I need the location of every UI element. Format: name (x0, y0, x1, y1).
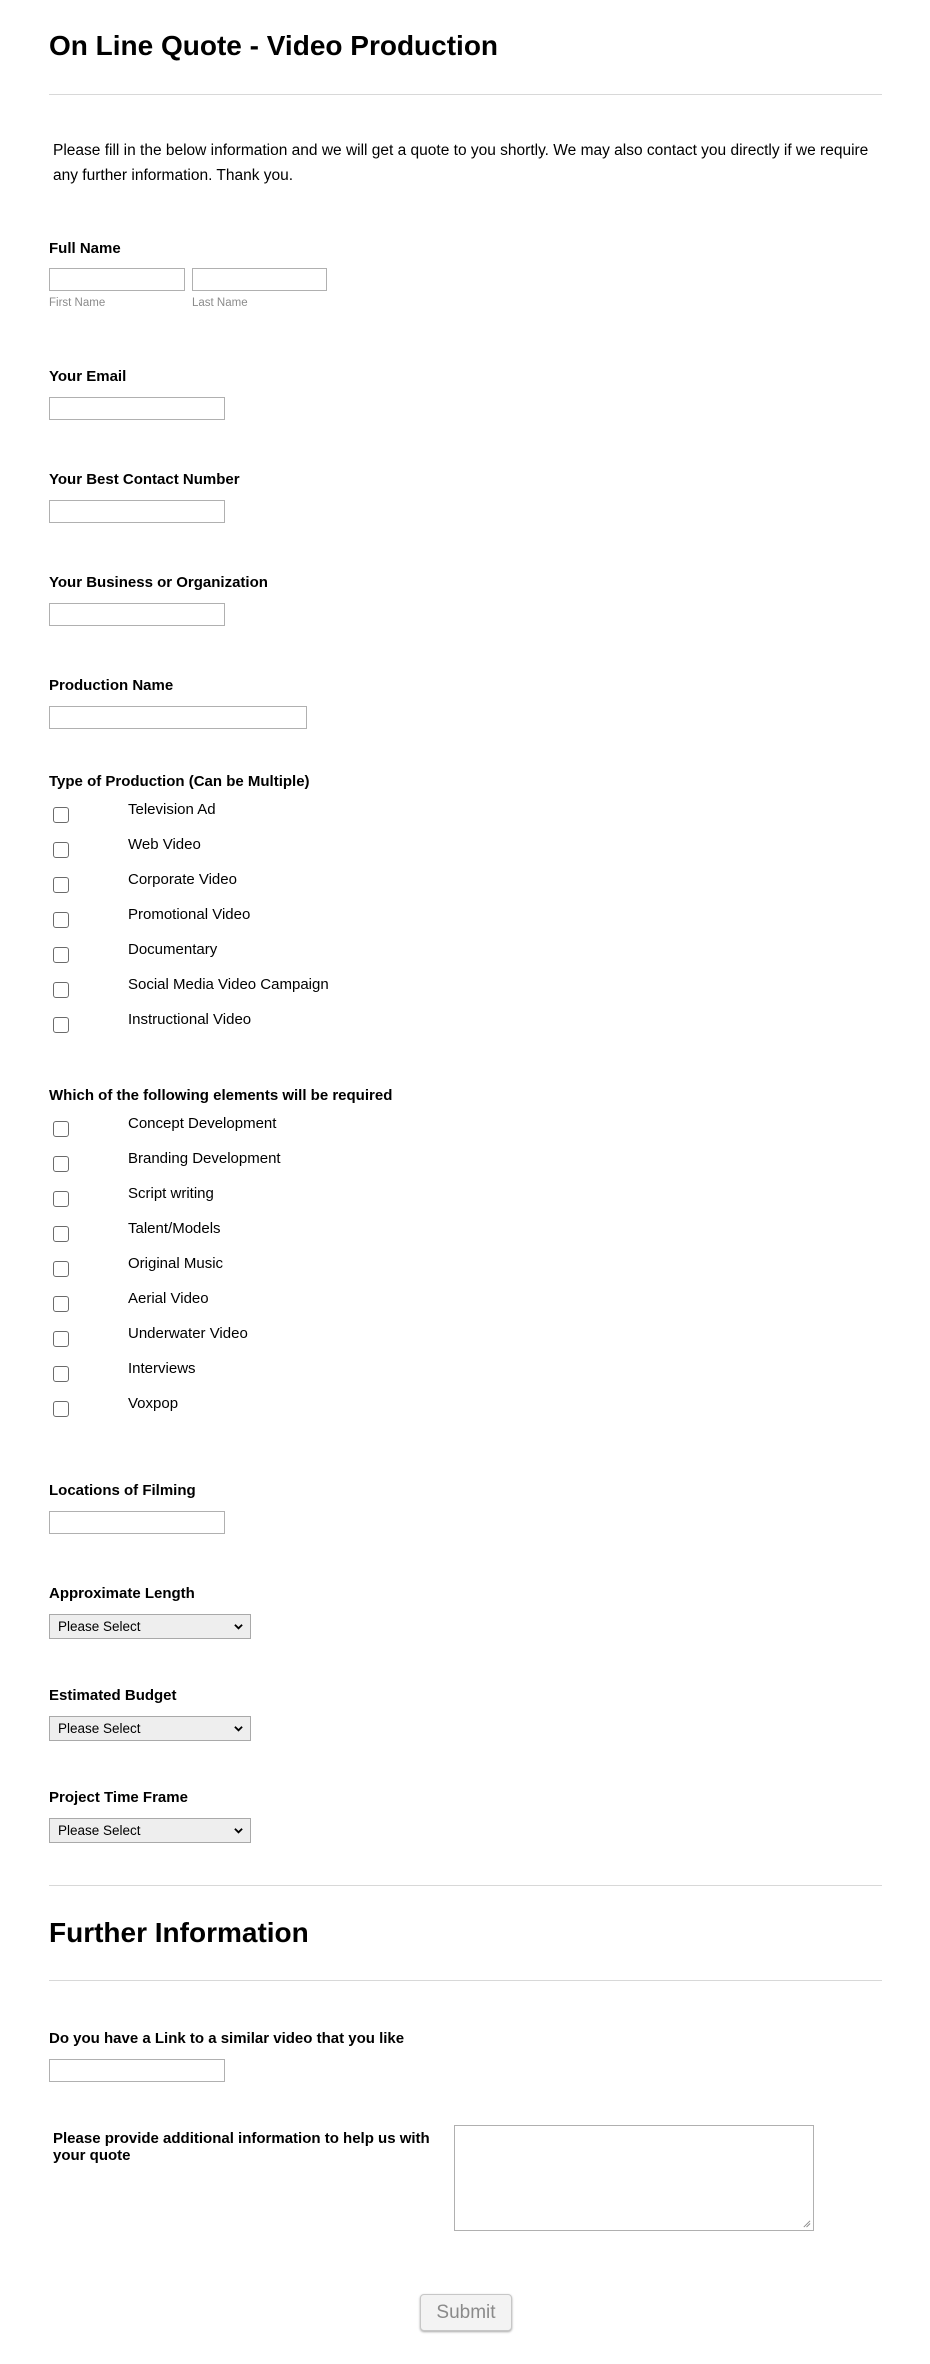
business-label: Your Business or Organization (49, 574, 268, 591)
checkbox[interactable] (53, 1226, 69, 1242)
checkbox-label: Corporate Video (128, 871, 237, 888)
production-name-label: Production Name (49, 677, 174, 694)
business-input[interactable] (49, 603, 225, 626)
checkbox-label: Documentary (128, 941, 218, 958)
budget-selected-value: Please Select (58, 1721, 141, 1736)
timeframe-select[interactable] (49, 1818, 251, 1843)
chevron-down-icon (234, 1724, 243, 1733)
additional-info-textarea[interactable] (454, 2125, 814, 2231)
checkbox-label: Interviews (128, 1360, 196, 1377)
chevron-down-icon (234, 1826, 243, 1835)
checkbox[interactable] (53, 1366, 69, 1382)
section-heading: Further Information (49, 1917, 309, 1948)
link-input[interactable] (49, 2059, 225, 2082)
checkbox-label: Promotional Video (128, 906, 251, 923)
phone-input[interactable] (49, 500, 225, 523)
email-label: Your Email (49, 368, 127, 385)
phone-label: Your Best Contact Number (49, 471, 240, 488)
checkbox[interactable] (53, 1121, 69, 1137)
intro-text: Please fill in the below information and we will get a quote to you shortly. We may also contact you directly if we require any further information. Thank you. (53, 142, 869, 184)
page-title: On Line Quote - Video Production (49, 30, 499, 61)
checkbox-label: Original Music (128, 1255, 224, 1272)
checkbox[interactable] (53, 1156, 69, 1172)
last-name-sublabel: Last Name (192, 297, 248, 309)
elements-label: Which of the following elements will be required (49, 1087, 393, 1104)
checkbox[interactable] (53, 1191, 69, 1207)
production-name-input[interactable] (49, 706, 307, 729)
checkbox[interactable] (53, 1017, 69, 1033)
checkbox[interactable] (53, 982, 69, 998)
divider (49, 1980, 882, 1981)
checkbox-label: Talent/Models (128, 1220, 221, 1237)
first-name-input[interactable] (49, 268, 185, 291)
checkbox-label: Web Video (128, 836, 201, 853)
checkbox[interactable] (53, 1296, 69, 1312)
checkbox[interactable] (53, 842, 69, 858)
timeframe-label: Project Time Frame (49, 1789, 188, 1806)
divider (49, 1885, 882, 1886)
checkbox-label: Underwater Video (128, 1325, 248, 1342)
full-name-label: Full Name (49, 240, 121, 257)
link-label: Do you have a Link to a similar video that you like (49, 2030, 405, 2047)
length-selected-value: Please Select (58, 1619, 141, 1634)
first-name-sublabel: First Name (49, 297, 106, 309)
checkbox-label: Aerial Video (128, 1290, 209, 1307)
last-name-input[interactable] (192, 268, 327, 291)
length-select[interactable] (49, 1614, 251, 1639)
checkbox[interactable] (53, 912, 69, 928)
checkbox[interactable] (53, 877, 69, 893)
checkbox-label: Voxpop (128, 1395, 179, 1412)
submit-button[interactable]: Submit (420, 2294, 512, 2331)
timeframe-selected-value: Please Select (58, 1823, 141, 1838)
checkbox-label: Script writing (128, 1185, 214, 1202)
checkbox[interactable] (53, 1331, 69, 1347)
budget-select[interactable] (49, 1716, 251, 1741)
email-input[interactable] (49, 397, 225, 420)
checkbox[interactable] (53, 1261, 69, 1277)
resize-handle-icon[interactable] (802, 2219, 811, 2228)
checkbox-label: Television Ad (128, 801, 216, 818)
checkbox[interactable] (53, 807, 69, 823)
checkbox-label: Branding Development (128, 1150, 281, 1167)
checkbox[interactable] (53, 947, 69, 963)
additional-info-label: Please provide additional information to help us with your quote (53, 2130, 430, 2164)
locations-input[interactable] (49, 1511, 225, 1534)
locations-label: Locations of Filming (49, 1482, 196, 1499)
checkbox-label: Concept Development (128, 1115, 277, 1132)
checkbox[interactable] (53, 1401, 69, 1417)
budget-label: Estimated Budget (49, 1687, 177, 1704)
checkbox-label: Instructional Video (128, 1011, 252, 1028)
length-label: Approximate Length (49, 1585, 195, 1602)
divider (49, 94, 882, 95)
chevron-down-icon (234, 1622, 243, 1631)
production-type-label: Type of Production (Can be Multiple) (49, 773, 310, 790)
checkbox-label: Social Media Video Campaign (128, 976, 329, 993)
